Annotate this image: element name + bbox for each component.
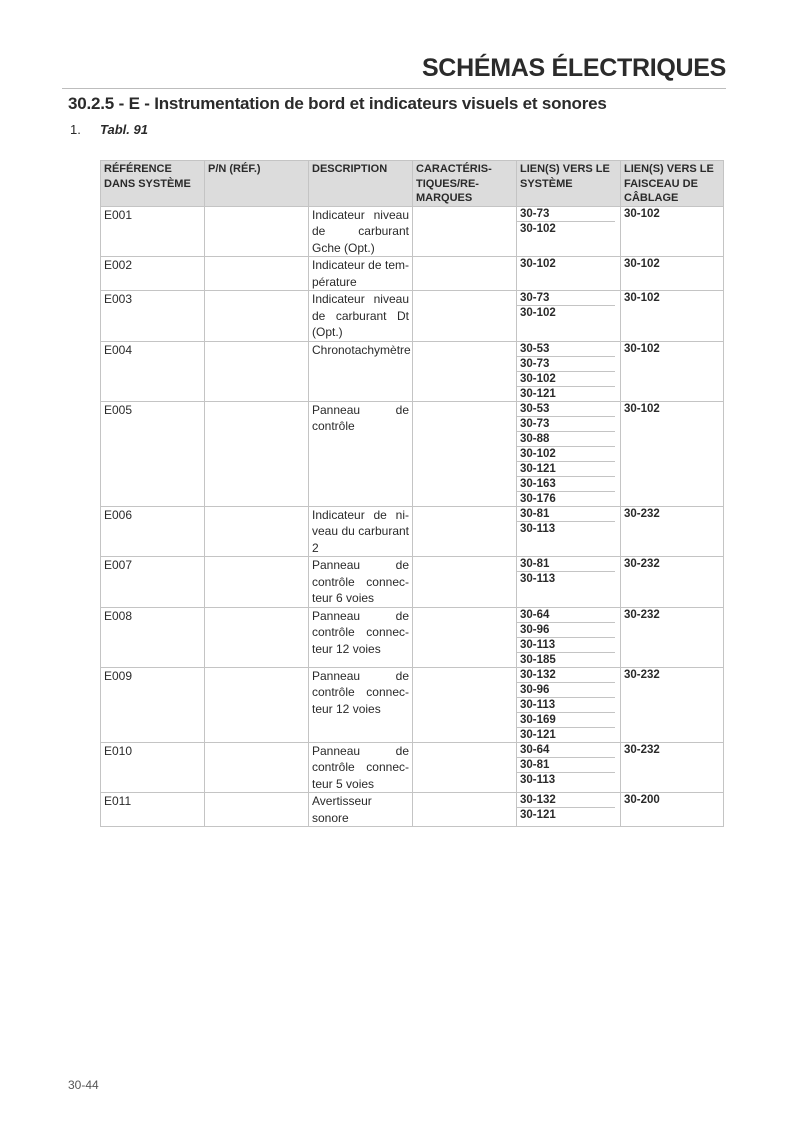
column-header-description: DESCRIPTION xyxy=(309,161,413,207)
table-row xyxy=(101,607,724,667)
system-link: 30-102 xyxy=(520,307,556,319)
system-link: 30-113 xyxy=(517,638,615,653)
system-links-cell xyxy=(517,341,621,401)
description-cell: Panneau de contrôle connec-teur 12 voies xyxy=(309,667,413,742)
system-link: 30-102 xyxy=(520,222,556,235)
system-link: 30-64 xyxy=(517,608,615,623)
system-link: 30-96 xyxy=(517,683,615,698)
section-title: 30.2.5 - E - Instrumentation de bord et indicateurs visuels et sonores xyxy=(68,94,607,113)
system-link: 30-163 xyxy=(517,477,615,492)
column-header-reference: RÉFÉRENCE DANS SYSTÈME xyxy=(101,161,205,207)
system-links-cell xyxy=(517,667,621,742)
description-cell: Panneau de contrôle xyxy=(309,401,413,506)
harness-link-cell: 30-102 xyxy=(621,401,724,506)
remarks-cell xyxy=(413,291,517,342)
page-header-title: SCHÉMAS ÉLECTRIQUES xyxy=(421,54,726,82)
reference-cell: E006 xyxy=(101,506,205,557)
system-link: 30-185 xyxy=(520,653,556,666)
system-link: 30-121 xyxy=(520,809,556,821)
column-header-harness-links: LIEN(S) VERS LE FAISCEAU DE CÂBLAGE xyxy=(621,161,724,207)
caption-number: 1. xyxy=(70,122,81,137)
table-row xyxy=(101,291,724,342)
part-number-cell xyxy=(205,291,309,342)
description-cell: Indicateur de tem-pérature xyxy=(309,257,413,291)
system-link: 30-53 xyxy=(517,402,615,417)
reference-cell: E005 xyxy=(101,401,205,506)
column-header-system-links: LIEN(S) VERS LE SYSTÈME xyxy=(517,161,621,207)
system-link: 30-102 xyxy=(520,258,556,270)
system-link: 30-73 xyxy=(517,417,615,432)
remarks-cell xyxy=(413,557,517,608)
table-row xyxy=(101,793,724,827)
description-cell: Indicateur de ni-veau du carburant 2 xyxy=(309,506,413,557)
system-link: 30-73 xyxy=(517,291,615,306)
reference-cell: E008 xyxy=(101,607,205,667)
table-row xyxy=(101,742,724,793)
part-number-cell xyxy=(205,401,309,506)
table-row xyxy=(101,401,724,506)
system-links-cell xyxy=(517,607,621,667)
table-caption xyxy=(70,122,148,137)
system-link: 30-121 xyxy=(517,462,615,477)
system-link: 30-81 xyxy=(517,557,615,572)
system-links-cell xyxy=(517,291,621,342)
part-number-cell xyxy=(205,793,309,827)
harness-link-cell: 30-232 xyxy=(621,742,724,793)
remarks-cell xyxy=(413,206,517,257)
system-link: 30-121 xyxy=(520,728,556,741)
page-header xyxy=(62,52,726,89)
harness-link-cell: 30-102 xyxy=(621,257,724,291)
system-link: 30-132 xyxy=(517,793,615,808)
table-header-row xyxy=(101,161,724,207)
system-link: 30-81 xyxy=(517,758,615,773)
system-link: 30-113 xyxy=(520,773,556,786)
system-links-cell xyxy=(517,506,621,557)
system-links-cell xyxy=(517,206,621,257)
reference-cell: E002 xyxy=(101,257,205,291)
table-row xyxy=(101,506,724,557)
harness-link-cell: 30-102 xyxy=(621,291,724,342)
description-cell: Panneau de contrôle connec-teur 12 voies xyxy=(309,607,413,667)
column-header-part-number: P/N (RÉF.) xyxy=(205,161,309,207)
part-number-cell xyxy=(205,341,309,401)
system-link: 30-169 xyxy=(517,713,615,728)
system-link: 30-96 xyxy=(517,623,615,638)
description-cell: Avertisseur sonore xyxy=(309,793,413,827)
table-row xyxy=(101,667,724,742)
system-link: 30-113 xyxy=(517,698,615,713)
table-row xyxy=(101,341,724,401)
system-link: 30-121 xyxy=(520,387,556,400)
system-links-cell xyxy=(517,793,621,827)
harness-link-cell: 30-102 xyxy=(621,206,724,257)
part-number-cell xyxy=(205,257,309,291)
part-number-cell xyxy=(205,607,309,667)
remarks-cell xyxy=(413,401,517,506)
remarks-cell xyxy=(413,506,517,557)
remarks-cell xyxy=(413,607,517,667)
part-number-cell xyxy=(205,506,309,557)
system-links-cell xyxy=(517,401,621,506)
system-link: 30-53 xyxy=(517,342,615,357)
system-link: 30-64 xyxy=(517,743,615,758)
harness-link-cell: 30-232 xyxy=(621,557,724,608)
harness-link-cell: 30-232 xyxy=(621,667,724,742)
description-cell: Chronotachymètre xyxy=(309,341,413,401)
part-number-cell xyxy=(205,742,309,793)
remarks-cell xyxy=(413,341,517,401)
reference-cell: E004 xyxy=(101,341,205,401)
system-links-cell xyxy=(517,257,621,291)
system-link: 30-102 xyxy=(517,372,615,387)
system-link: 30-176 xyxy=(520,492,556,505)
remarks-cell xyxy=(413,742,517,793)
description-cell: Panneau de contrôle connec-teur 6 voies xyxy=(309,557,413,608)
system-link: 30-102 xyxy=(517,447,615,462)
system-link: 30-113 xyxy=(520,573,556,585)
harness-link-cell: 30-232 xyxy=(621,607,724,667)
remarks-cell xyxy=(413,793,517,827)
caption-label: Tabl. 91 xyxy=(100,122,148,137)
table-row xyxy=(101,557,724,608)
table-row xyxy=(101,257,724,291)
description-cell: Panneau de contrôle connec-teur 5 voies xyxy=(309,742,413,793)
column-header-remarks: CARACTÉRIS-TIQUES/RE-MARQUES xyxy=(413,161,517,207)
reference-cell: E009 xyxy=(101,667,205,742)
harness-link-cell: 30-102 xyxy=(621,341,724,401)
system-link: 30-113 xyxy=(520,522,556,535)
system-link: 30-132 xyxy=(517,668,615,683)
reference-cell: E007 xyxy=(101,557,205,608)
part-number-cell xyxy=(205,557,309,608)
harness-link-cell: 30-200 xyxy=(621,793,724,827)
remarks-cell xyxy=(413,257,517,291)
description-cell: Indicateur niveau de carburant Gche (Opt.) xyxy=(309,206,413,257)
system-link: 30-73 xyxy=(517,357,615,372)
system-link: 30-88 xyxy=(517,432,615,447)
description-cell: Indicateur niveau de carburant Dt (Opt.) xyxy=(309,291,413,342)
part-number-cell xyxy=(205,206,309,257)
system-link: 30-81 xyxy=(517,507,615,522)
remarks-cell xyxy=(413,667,517,742)
system-links-cell xyxy=(517,742,621,793)
part-number-cell xyxy=(205,667,309,742)
reference-cell: E010 xyxy=(101,742,205,793)
harness-link-cell: 30-232 xyxy=(621,506,724,557)
table-body xyxy=(101,206,724,827)
table-row xyxy=(101,206,724,257)
reference-cell: E003 xyxy=(101,291,205,342)
system-links-cell xyxy=(517,557,621,608)
system-link: 30-73 xyxy=(517,207,615,222)
page-number: 30-44 xyxy=(68,1078,99,1092)
components-table xyxy=(100,160,724,827)
reference-cell: E001 xyxy=(101,206,205,257)
reference-cell: E011 xyxy=(101,793,205,827)
